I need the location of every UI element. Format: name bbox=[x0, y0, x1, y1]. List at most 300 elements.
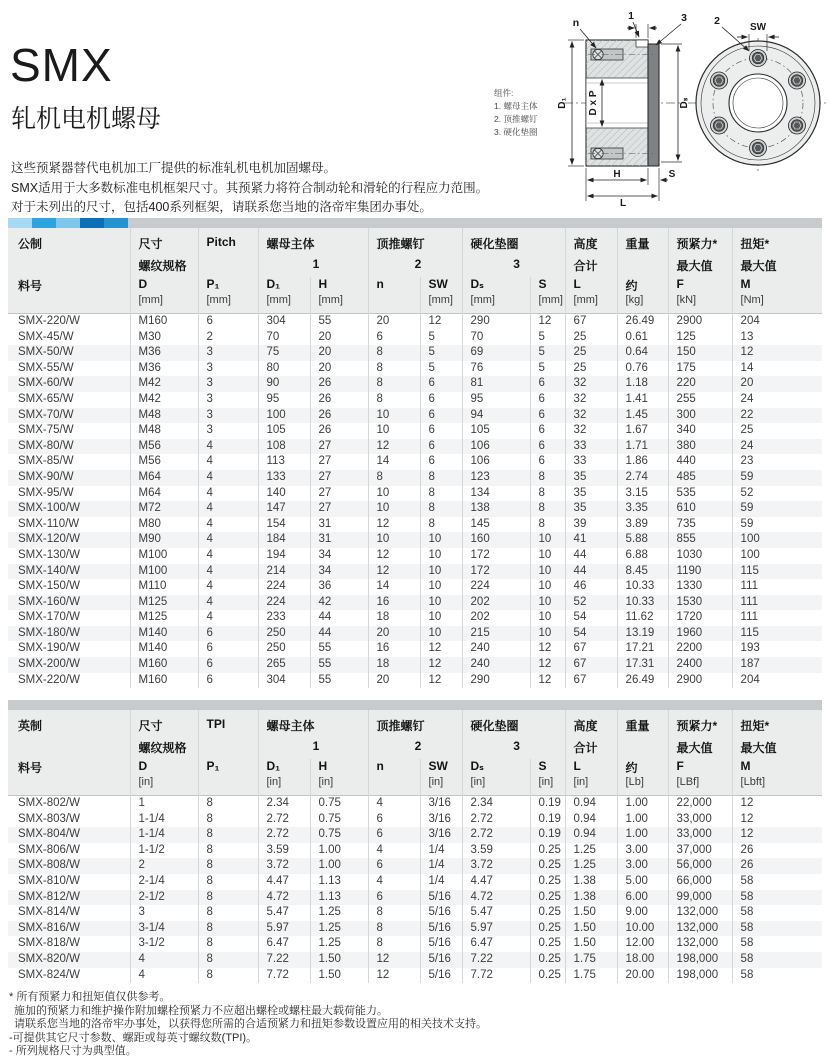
table-row bbox=[8, 843, 822, 859]
table-system-label: 公制 bbox=[8, 228, 130, 277]
table-row bbox=[8, 314, 822, 330]
spec-value-cell: 8 bbox=[420, 501, 462, 517]
spec-value-cell: 44 bbox=[310, 610, 368, 626]
spec-value-cell: 194 bbox=[258, 548, 310, 564]
spec-value-cell: 8 bbox=[420, 486, 462, 502]
spec-value-cell: 3 bbox=[198, 423, 258, 439]
table-system-label: 英制 bbox=[8, 710, 130, 759]
spec-value-cell: M48 bbox=[130, 423, 198, 439]
spec-value-cell: 8 bbox=[530, 517, 565, 533]
spec-value-cell: 76 bbox=[462, 361, 530, 377]
spec-value-cell: 10 bbox=[420, 579, 462, 595]
column-header: M bbox=[732, 277, 822, 294]
column-header: P₁ bbox=[198, 759, 258, 776]
column-group-subheader: 合计 bbox=[565, 257, 617, 277]
spec-value-cell: 154 bbox=[258, 517, 310, 533]
spec-value-cell: 5 bbox=[420, 345, 462, 361]
spec-value-cell: 1.00 bbox=[617, 812, 668, 828]
spec-value-cell: 8 bbox=[368, 345, 420, 361]
spec-value-cell: 250 bbox=[258, 626, 310, 642]
spec-value-cell: 10 bbox=[530, 532, 565, 548]
spec-value-cell: 125 bbox=[668, 330, 732, 346]
spec-value-cell: M42 bbox=[130, 376, 198, 392]
spec-value-cell: 3.00 bbox=[617, 858, 668, 874]
dim-label-sw: SW bbox=[749, 22, 767, 33]
spec-value-cell: 233 bbox=[258, 610, 310, 626]
spec-value-cell: 4 bbox=[198, 439, 258, 455]
table-row bbox=[8, 610, 822, 626]
spec-value-cell: 58 bbox=[732, 905, 822, 921]
spec-value-cell: 7.22 bbox=[258, 952, 310, 968]
spec-value-cell: 12 bbox=[732, 827, 822, 843]
spec-value-cell: M56 bbox=[130, 454, 198, 470]
spec-value-cell: 138 bbox=[462, 501, 530, 517]
spec-value-cell: 265 bbox=[258, 657, 310, 673]
table-row bbox=[8, 532, 822, 548]
spec-value-cell: 255 bbox=[668, 392, 732, 408]
footnote-line: -可提供其它尺寸参数、螺距或每英寸螺纹数(TPI)。 bbox=[9, 1031, 258, 1044]
spec-value-cell: 105 bbox=[258, 423, 310, 439]
spec-value-cell: 14 bbox=[732, 361, 822, 377]
spec-value-cell: 6.47 bbox=[462, 936, 530, 952]
spec-value-cell: 13 bbox=[732, 330, 822, 346]
spec-value-cell: 52 bbox=[565, 595, 617, 611]
spec-value-cell: 3.89 bbox=[617, 517, 668, 533]
accent-band-segment bbox=[80, 218, 104, 228]
imperial-spec-table bbox=[8, 710, 822, 983]
spec-value-cell: 20 bbox=[368, 626, 420, 642]
spec-value-cell: 52 bbox=[732, 486, 822, 502]
spec-value-cell: 0.25 bbox=[530, 921, 565, 937]
spec-value-cell: 8 bbox=[198, 905, 258, 921]
spec-value-cell: M72 bbox=[130, 501, 198, 517]
spec-value-cell: 17.21 bbox=[617, 641, 668, 657]
spec-value-cell: 8.45 bbox=[617, 564, 668, 580]
column-unit bbox=[368, 294, 420, 314]
table-row bbox=[8, 361, 822, 377]
spec-value-cell: 115 bbox=[732, 626, 822, 642]
spec-value-cell: 111 bbox=[732, 610, 822, 626]
column-header: Dₛ bbox=[462, 277, 530, 294]
spec-value-cell: 3 bbox=[198, 345, 258, 361]
spec-value-cell: 10 bbox=[530, 595, 565, 611]
spec-value-cell: 59 bbox=[732, 517, 822, 533]
spec-value-cell: 184 bbox=[258, 532, 310, 548]
column-unit: [kg] bbox=[617, 294, 668, 314]
spec-value-cell: 8 bbox=[530, 470, 565, 486]
spec-value-cell: 6 bbox=[368, 890, 420, 906]
spec-value-cell: 1.25 bbox=[565, 843, 617, 859]
spec-value-cell: 4 bbox=[198, 454, 258, 470]
spec-value-cell: 3/16 bbox=[420, 812, 462, 828]
callout-n: n bbox=[572, 17, 580, 29]
spec-value-cell: 81 bbox=[462, 376, 530, 392]
spec-value-cell: 0.75 bbox=[310, 827, 368, 843]
spec-value-cell: 175 bbox=[668, 361, 732, 377]
spec-value-cell: 5/16 bbox=[420, 968, 462, 984]
spec-value-cell: 3 bbox=[198, 361, 258, 377]
spec-value-cell: 123 bbox=[462, 470, 530, 486]
table-row bbox=[8, 936, 822, 952]
column-group-subheader: 最大值 bbox=[668, 739, 732, 759]
spec-value-cell: 55 bbox=[310, 314, 368, 330]
spec-value-cell: 16 bbox=[368, 595, 420, 611]
spec-value-cell: 6 bbox=[420, 454, 462, 470]
spec-value-cell: 0.25 bbox=[530, 936, 565, 952]
spec-value-cell: 132,000 bbox=[668, 905, 732, 921]
spec-value-cell: 26 bbox=[310, 423, 368, 439]
spec-value-cell: 290 bbox=[462, 673, 530, 689]
spec-value-cell: 0.94 bbox=[565, 812, 617, 828]
spec-value-cell: 5 bbox=[420, 361, 462, 377]
part-number-cell: SMX-160/W bbox=[8, 595, 130, 611]
spec-value-cell: 8 bbox=[198, 936, 258, 952]
spec-value-cell: 1.13 bbox=[310, 890, 368, 906]
spec-value-cell: 215 bbox=[462, 626, 530, 642]
table-row bbox=[8, 812, 822, 828]
spec-value-cell: 16 bbox=[368, 641, 420, 657]
spec-value-cell: 133 bbox=[258, 470, 310, 486]
column-header: n bbox=[368, 277, 420, 294]
dim-label-dxp: D x P bbox=[588, 90, 599, 116]
spec-value-cell: 0.76 bbox=[617, 361, 668, 377]
spec-value-cell: 12 bbox=[420, 641, 462, 657]
spec-value-cell: 14 bbox=[368, 454, 420, 470]
spec-value-cell: 67 bbox=[565, 314, 617, 330]
table-row bbox=[8, 564, 822, 580]
table-row bbox=[8, 905, 822, 921]
spec-value-cell: 25 bbox=[565, 345, 617, 361]
column-header: SW bbox=[420, 277, 462, 294]
column-header: D bbox=[130, 277, 198, 294]
spec-value-cell: 20 bbox=[368, 673, 420, 689]
column-group-header: 高度 bbox=[565, 710, 617, 739]
spec-value-cell: 7.72 bbox=[258, 968, 310, 984]
spec-value-cell: 4.47 bbox=[258, 874, 310, 890]
spec-value-cell: 58 bbox=[732, 874, 822, 890]
spec-value-cell: 2-1/4 bbox=[130, 874, 198, 890]
column-unit: [mm] bbox=[530, 294, 565, 314]
spec-value-cell: 1720 bbox=[668, 610, 732, 626]
spec-value-cell: 5.47 bbox=[462, 905, 530, 921]
spec-value-cell: 2900 bbox=[668, 314, 732, 330]
spec-value-cell: 3 bbox=[198, 408, 258, 424]
spec-value-cell: 33 bbox=[565, 454, 617, 470]
spec-value-cell: 31 bbox=[310, 517, 368, 533]
spec-value-cell: 25 bbox=[565, 330, 617, 346]
part-number-cell: SMX-170/W bbox=[18, 611, 80, 624]
column-header: n bbox=[368, 759, 420, 776]
spec-value-cell: 20 bbox=[368, 314, 420, 330]
spec-value-cell: 55 bbox=[310, 673, 368, 689]
technical-drawing bbox=[486, 8, 826, 208]
spec-value-cell: 1/4 bbox=[420, 858, 462, 874]
spec-value-cell: 5.47 bbox=[258, 905, 310, 921]
spec-value-cell: 6 bbox=[368, 858, 420, 874]
spec-value-cell: 95 bbox=[258, 392, 310, 408]
legend-title: 组件: bbox=[494, 88, 514, 98]
spec-value-cell: 1.25 bbox=[310, 936, 368, 952]
part-number-cell: SMX-85/W bbox=[18, 455, 74, 468]
spec-value-cell: 1.50 bbox=[310, 968, 368, 984]
part-number-cell: SMX-220/W bbox=[18, 673, 80, 686]
table-row bbox=[8, 827, 822, 843]
spec-value-cell: 27 bbox=[310, 486, 368, 502]
spec-value-cell: 1.00 bbox=[310, 843, 368, 859]
column-unit: [in] bbox=[565, 776, 617, 796]
column-group-header: 尺寸 bbox=[130, 228, 198, 257]
part-number-cell: SMX-130/W bbox=[18, 548, 80, 561]
spec-value-cell: 18 bbox=[368, 657, 420, 673]
spec-value-cell: 1.75 bbox=[565, 952, 617, 968]
spec-value-cell: M90 bbox=[130, 532, 198, 548]
column-group-subheader: 最大值 bbox=[732, 257, 822, 277]
table-row bbox=[8, 657, 822, 673]
spec-value-cell: 485 bbox=[668, 470, 732, 486]
spec-value-cell: 67 bbox=[565, 641, 617, 657]
spec-value-cell: M100 bbox=[130, 548, 198, 564]
table-row bbox=[8, 486, 822, 502]
table-row bbox=[8, 579, 822, 595]
footnote-line: * 所有预紧力和扭矩值仅供参考。 bbox=[9, 991, 171, 1003]
spec-value-cell: 66,000 bbox=[668, 874, 732, 890]
spec-value-cell: 132,000 bbox=[668, 921, 732, 937]
part-number-cell: SMX-200/W bbox=[8, 657, 130, 673]
spec-value-cell: 10 bbox=[368, 408, 420, 424]
spec-value-cell: 220 bbox=[668, 376, 732, 392]
column-unit: [mm] bbox=[420, 294, 462, 314]
spec-value-cell: 0.75 bbox=[310, 796, 368, 812]
column-group-subheader: 最大值 bbox=[668, 257, 732, 277]
metric-spec-table bbox=[8, 228, 822, 688]
part-number-cell: SMX-150/W bbox=[18, 580, 80, 593]
table-row bbox=[8, 408, 822, 424]
spec-value-cell: 6 bbox=[530, 423, 565, 439]
spec-value-cell: 6.88 bbox=[617, 548, 668, 564]
intro-line: SMX适用于大多数标准电机框架尺寸。其预紧力将符合制动轮和滑轮的行程应力范围。 bbox=[11, 180, 489, 195]
column-unit: [in] bbox=[258, 776, 310, 796]
column-group-subheader: 2 bbox=[368, 257, 462, 277]
column-group-subheader: 2 bbox=[368, 739, 462, 759]
table-row bbox=[8, 439, 822, 455]
spec-value-cell: 8 bbox=[368, 936, 420, 952]
spec-value-cell: 12 bbox=[368, 548, 420, 564]
spec-value-cell: 0.64 bbox=[617, 345, 668, 361]
spec-value-cell: 6 bbox=[530, 392, 565, 408]
column-group-header: 硬化垫圈 bbox=[462, 228, 565, 257]
spec-value-cell: 4 bbox=[198, 579, 258, 595]
spec-value-cell: 70 bbox=[462, 330, 530, 346]
spec-value-cell: M125 bbox=[130, 610, 198, 626]
spec-value-cell: 6 bbox=[530, 408, 565, 424]
spec-value-cell: 10 bbox=[420, 548, 462, 564]
column-group-subheader bbox=[617, 257, 668, 277]
table-row bbox=[8, 345, 822, 361]
spec-value-cell: 2.34 bbox=[462, 796, 530, 812]
part-number-cell: SMX-180/W bbox=[8, 626, 130, 642]
column-unit: [in] bbox=[462, 776, 530, 796]
table-row bbox=[8, 874, 822, 890]
spec-value-cell: 1.50 bbox=[310, 952, 368, 968]
column-group-header: 顶推螺钉 bbox=[368, 228, 462, 257]
spec-value-cell: 26 bbox=[732, 843, 822, 859]
spec-value-cell: 204 bbox=[732, 314, 822, 330]
spec-value-cell: 340 bbox=[668, 423, 732, 439]
column-header: P₁ bbox=[198, 277, 258, 294]
spec-value-cell: 3-1/2 bbox=[130, 936, 198, 952]
spec-value-cell: 111 bbox=[732, 579, 822, 595]
column-group-header: 扭矩* bbox=[732, 710, 822, 739]
column-unit: [in] bbox=[530, 776, 565, 796]
spec-value-cell: 1.41 bbox=[617, 392, 668, 408]
spec-value-cell: 0.25 bbox=[530, 905, 565, 921]
column-header: H bbox=[310, 277, 368, 294]
spec-value-cell: 1.67 bbox=[617, 423, 668, 439]
spec-value-cell: 4 bbox=[198, 470, 258, 486]
spec-value-cell: 1.25 bbox=[310, 921, 368, 937]
spec-value-cell: 140 bbox=[258, 486, 310, 502]
spec-value-cell: 224 bbox=[258, 595, 310, 611]
spec-value-cell: 33 bbox=[565, 439, 617, 455]
spec-value-cell: 1.38 bbox=[565, 890, 617, 906]
spec-value-cell: 1.00 bbox=[617, 796, 668, 812]
spec-value-cell: 8 bbox=[198, 796, 258, 812]
spec-value-cell: 34 bbox=[310, 548, 368, 564]
spec-value-cell: 23 bbox=[732, 454, 822, 470]
accent-band-segment bbox=[56, 218, 80, 228]
spec-value-cell: 56,000 bbox=[668, 858, 732, 874]
spec-value-cell: 10 bbox=[420, 532, 462, 548]
table-row bbox=[8, 858, 822, 874]
spec-value-cell: 41 bbox=[565, 532, 617, 548]
spec-value-cell: 12 bbox=[530, 314, 565, 330]
part-number-cell: SMX-190/W bbox=[18, 642, 80, 655]
spec-value-cell: 10.33 bbox=[617, 595, 668, 611]
spec-value-cell: 44 bbox=[565, 548, 617, 564]
part-number-cell: SMX-140/W bbox=[8, 564, 130, 580]
spec-value-cell: 75 bbox=[258, 345, 310, 361]
spec-value-cell: 3/16 bbox=[420, 796, 462, 812]
column-unit: [in] bbox=[130, 776, 198, 796]
spec-value-cell: 6 bbox=[198, 673, 258, 689]
column-header: S bbox=[530, 277, 565, 294]
spec-value-cell: 8 bbox=[198, 921, 258, 937]
spec-value-cell: 12 bbox=[420, 314, 462, 330]
spec-value-cell: 5/16 bbox=[420, 890, 462, 906]
spec-value-cell: 4 bbox=[368, 796, 420, 812]
front-view bbox=[688, 15, 826, 174]
spec-value-cell: 12 bbox=[732, 812, 822, 828]
spec-value-cell: 0.94 bbox=[565, 796, 617, 812]
spec-value-cell: M110 bbox=[130, 579, 198, 595]
column-unit: [in] bbox=[420, 776, 462, 796]
spec-value-cell: 12 bbox=[420, 673, 462, 689]
spec-value-cell: 8 bbox=[198, 812, 258, 828]
spec-value-cell: 150 bbox=[668, 345, 732, 361]
table-row bbox=[8, 517, 822, 533]
spec-value-cell: 9.00 bbox=[617, 905, 668, 921]
spec-value-cell: 17.31 bbox=[617, 657, 668, 673]
spec-value-cell: 0.19 bbox=[530, 812, 565, 828]
spec-value-cell: 1-1/4 bbox=[130, 812, 198, 828]
spec-value-cell: 8 bbox=[530, 486, 565, 502]
spec-value-cell: 35 bbox=[565, 501, 617, 517]
spec-value-cell: 69 bbox=[462, 345, 530, 361]
spec-value-cell: M36 bbox=[130, 361, 198, 377]
spec-value-cell: 25 bbox=[732, 423, 822, 439]
spec-value-cell: 0.25 bbox=[530, 858, 565, 874]
column-header: F bbox=[668, 277, 732, 294]
accent-band-imperial bbox=[8, 700, 822, 710]
spec-value-cell: M160 bbox=[130, 673, 198, 689]
part-number-header: 料号 bbox=[8, 759, 130, 796]
column-group-subheader: 螺纹规格 bbox=[130, 257, 198, 277]
table-row bbox=[8, 548, 822, 564]
spec-value-cell: 1-1/4 bbox=[130, 827, 198, 843]
part-number-cell: SMX-802/W bbox=[18, 797, 80, 809]
dim-label-d1: D₁ bbox=[557, 97, 568, 109]
spec-value-cell: 202 bbox=[462, 610, 530, 626]
column-header: L bbox=[565, 277, 617, 294]
spec-value-cell: 0.75 bbox=[310, 812, 368, 828]
part-number-cell: SMX-814/W bbox=[18, 906, 80, 919]
spec-value-cell: 1.50 bbox=[565, 936, 617, 952]
spec-value-cell: 12 bbox=[732, 796, 822, 812]
spec-value-cell: 5.00 bbox=[617, 874, 668, 890]
column-group-header: TPI bbox=[198, 710, 258, 739]
spec-value-cell: 5/16 bbox=[420, 905, 462, 921]
dim-label-h: H bbox=[613, 169, 621, 180]
footnote-line: 请联系您当地的洛帝牢办事处，以获得您所需的合适预紧力和扭矩参数设置应用的相关技术支持。 bbox=[14, 1018, 487, 1030]
spec-value-cell: M140 bbox=[130, 641, 198, 657]
spec-value-cell: 193 bbox=[732, 641, 822, 657]
part-number-cell: SMX-70/W bbox=[8, 408, 130, 424]
spec-value-cell: M160 bbox=[130, 657, 198, 673]
spec-value-cell: 250 bbox=[258, 641, 310, 657]
spec-value-cell: 8 bbox=[198, 827, 258, 843]
column-group-subheader: 合计 bbox=[565, 739, 617, 759]
spec-value-cell: 10 bbox=[530, 548, 565, 564]
spec-value-cell: 95 bbox=[462, 392, 530, 408]
part-number-cell: SMX-110/W bbox=[18, 517, 80, 530]
spec-value-cell: 8 bbox=[198, 952, 258, 968]
column-unit: [mm] bbox=[462, 294, 530, 314]
spec-value-cell: 10 bbox=[368, 423, 420, 439]
spec-value-cell: 3 bbox=[198, 376, 258, 392]
spec-value-cell: 6 bbox=[368, 827, 420, 843]
spec-value-cell: 6 bbox=[198, 657, 258, 673]
spec-value-cell: 33,000 bbox=[668, 827, 732, 843]
spec-value-cell: M64 bbox=[130, 470, 198, 486]
spec-value-cell: 10 bbox=[420, 626, 462, 642]
spec-value-cell: 59 bbox=[732, 501, 822, 517]
spec-value-cell: 33,000 bbox=[668, 812, 732, 828]
dim-label-ds: Dₛ bbox=[679, 97, 690, 109]
spec-value-cell: 2.74 bbox=[617, 470, 668, 486]
spec-value-cell: 3 bbox=[130, 905, 198, 921]
intro-line: 这些预紧器替代电机加工厂提供的标准轧机电机加固螺母。 bbox=[11, 161, 337, 175]
spec-value-cell: 10 bbox=[420, 564, 462, 580]
spec-value-cell: 172 bbox=[462, 548, 530, 564]
spec-value-cell: 5.97 bbox=[462, 921, 530, 937]
spec-value-cell: 1.13 bbox=[310, 874, 368, 890]
spec-value-cell: 2 bbox=[130, 858, 198, 874]
spec-value-cell: 35 bbox=[565, 486, 617, 502]
spec-value-cell: 18.00 bbox=[617, 952, 668, 968]
spec-value-cell: 58 bbox=[732, 921, 822, 937]
spec-value-cell: 54 bbox=[565, 626, 617, 642]
spec-value-cell: 20 bbox=[310, 330, 368, 346]
